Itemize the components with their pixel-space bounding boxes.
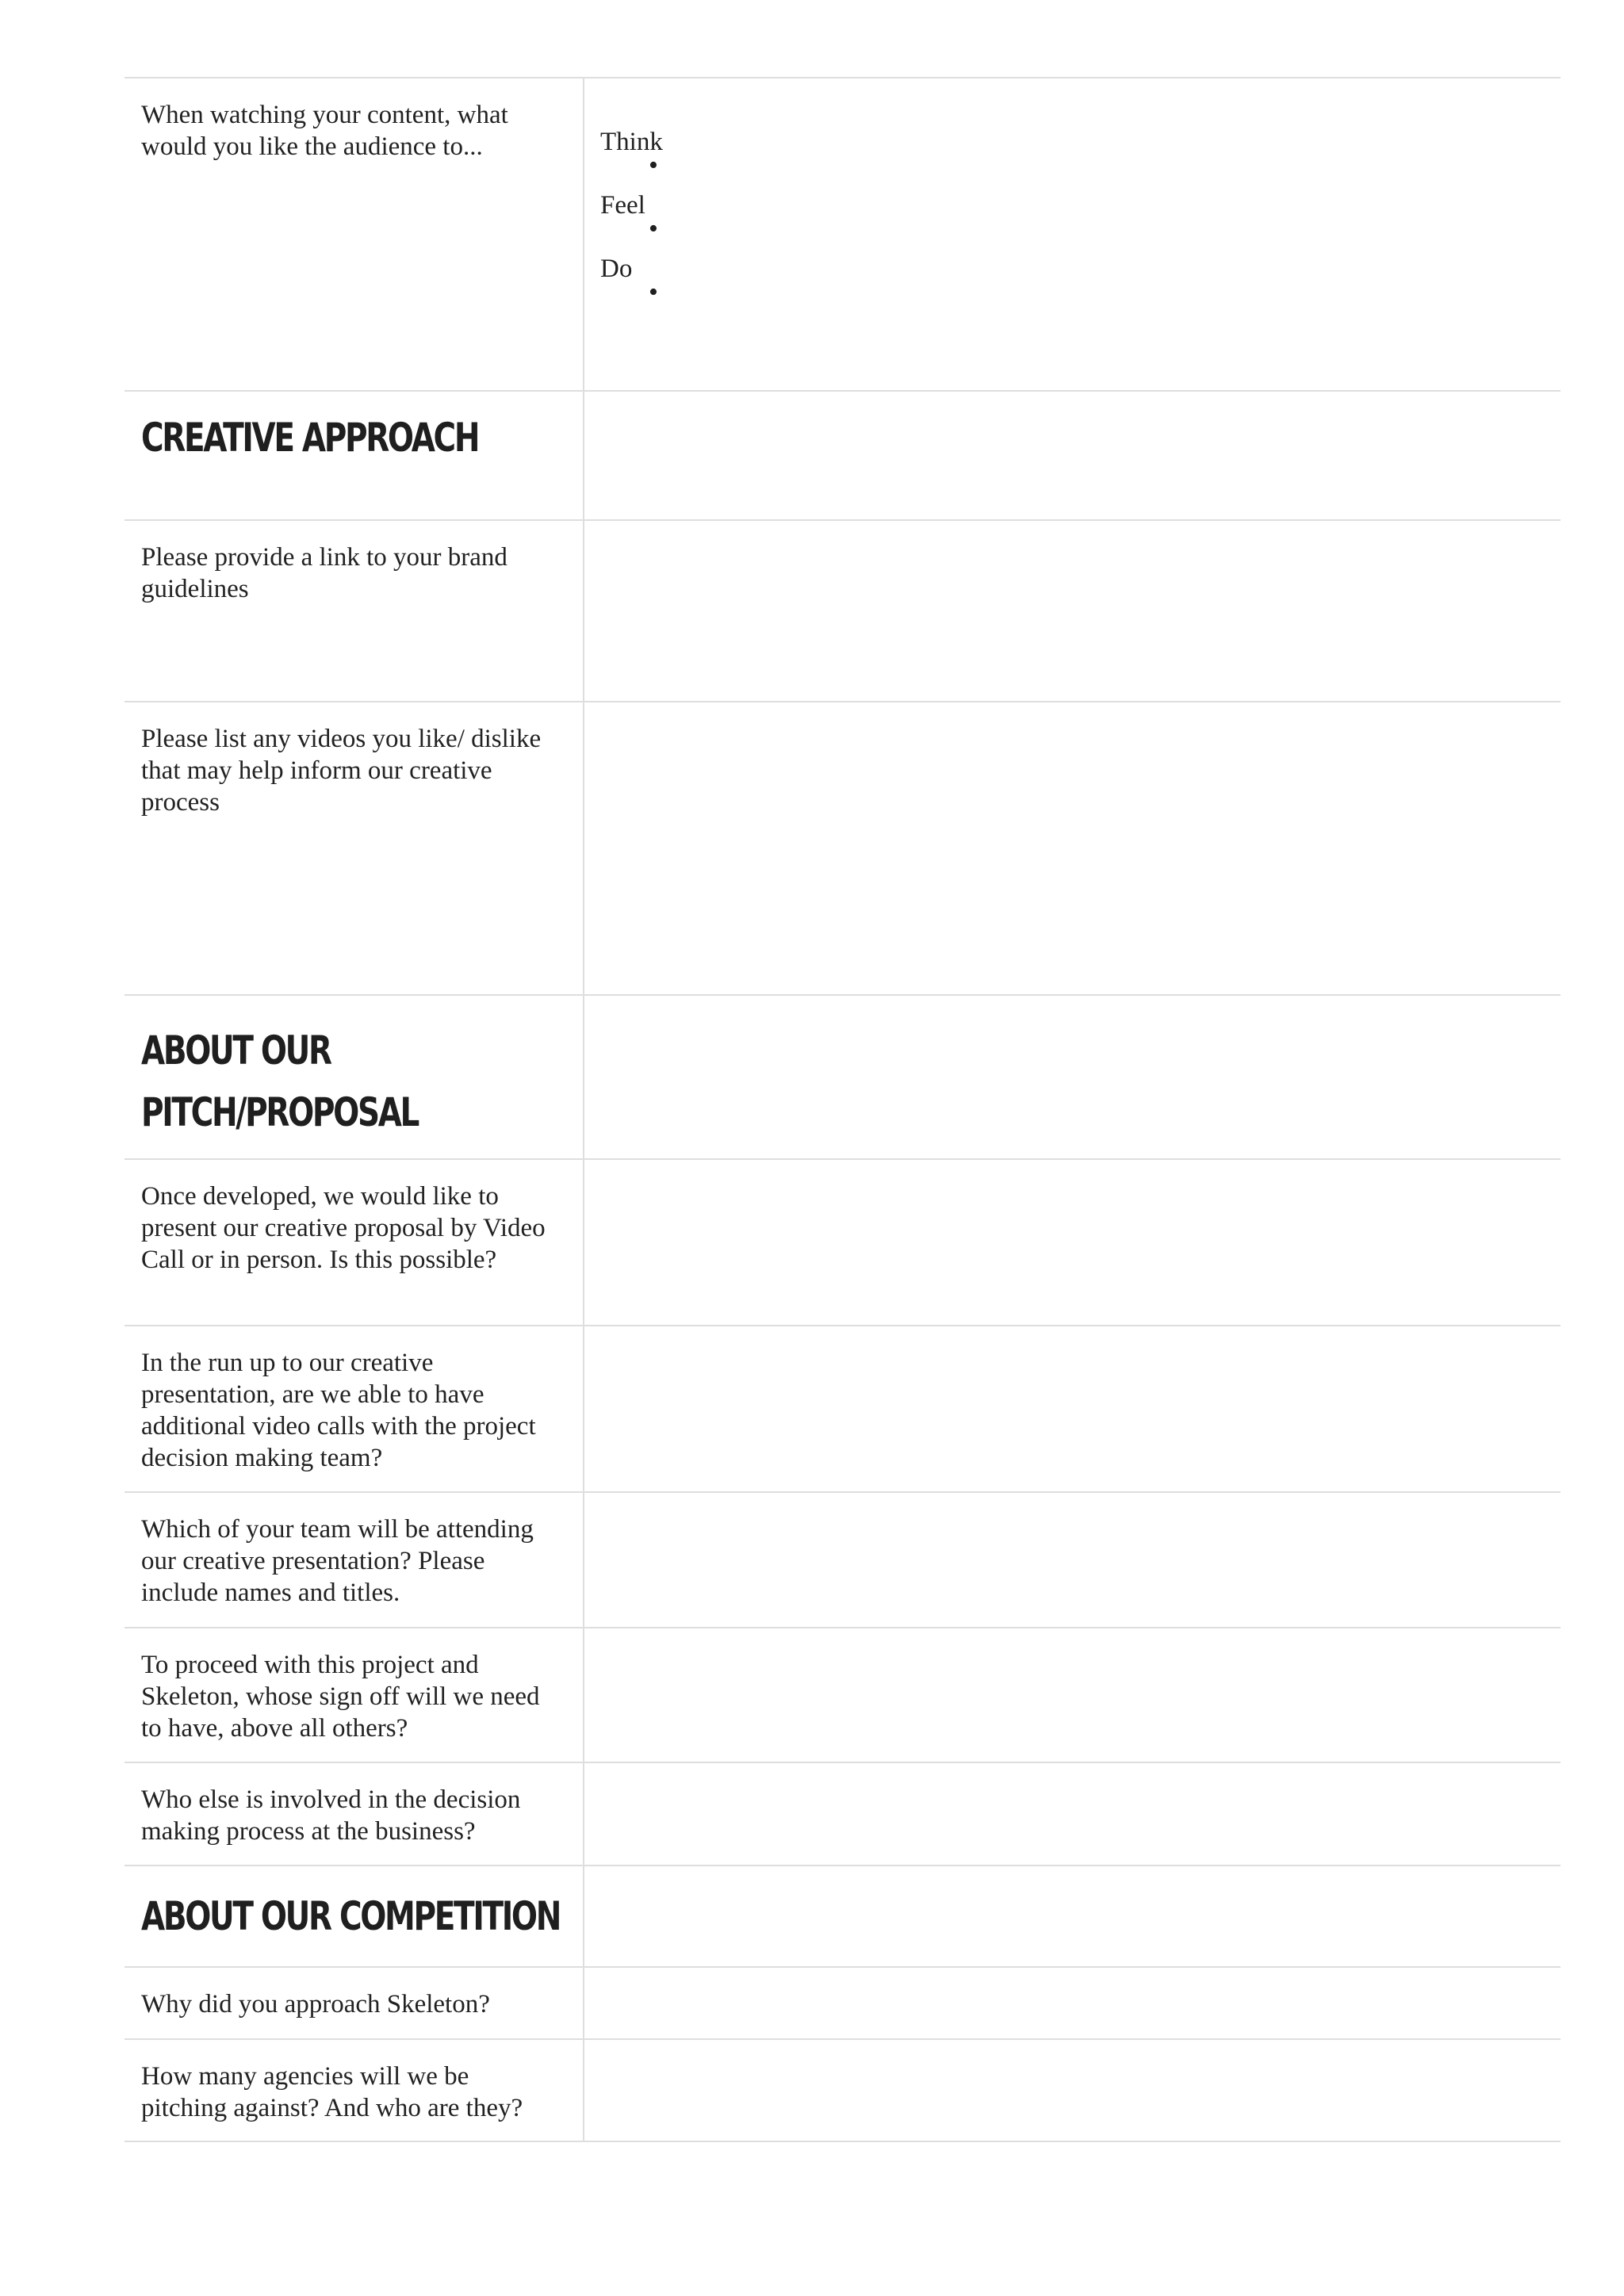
sign-off-question-cell <box>124 1628 584 1762</box>
do-bullet[interactable]: • <box>649 277 658 307</box>
creative-approach-heading: CREATIVE APPROACH <box>141 415 479 461</box>
do-label: Do <box>600 254 633 283</box>
competition-heading-blank <box>584 1866 1561 1967</box>
agencies-answer[interactable] <box>584 2039 1561 2141</box>
videos-question-cell <box>124 702 584 995</box>
attendees-row <box>124 1492 1561 1628</box>
present-proposal-row <box>124 1159 1561 1326</box>
videos-row <box>124 702 1561 995</box>
present-proposal-question: Once developed, we would like to present our creative proposal by Video Call or in person. Is this possible? <box>141 1182 546 1274</box>
competition-heading: ABOUT OUR COMPETITION <box>141 1893 561 1939</box>
video-calls-question: In the run up to our creative presentation, are we able to have additional video calls with the project decision making team? <box>141 1349 536 1472</box>
agencies-question: How many agencies will we be pitching against? And who are they? <box>141 2062 523 2122</box>
attendees-answer[interactable] <box>584 1492 1561 1628</box>
feel-label: Feel <box>600 191 645 220</box>
audience-question: When watching your content, what would you like the audience to... <box>141 101 508 161</box>
agencies-question-cell <box>124 2039 584 2141</box>
video-calls-question-cell <box>124 1326 584 1492</box>
pitch-heading-cell <box>124 995 584 1159</box>
pitch-heading-line2: PITCH/PROPOSAL <box>141 1089 419 1135</box>
brand-guidelines-question-cell <box>124 520 584 702</box>
attendees-question: Which of your team will be attending our creative presentation? Please include names and titles. <box>141 1515 534 1607</box>
sign-off-question: To proceed with this project and Skeleton, whose sign off will we need to have, above all others? <box>141 1651 540 1743</box>
pitch-heading-line1: ABOUT OUR <box>141 1027 331 1073</box>
sign-off-answer[interactable] <box>584 1628 1561 1762</box>
audience-question-cell <box>124 78 584 391</box>
think-bullet[interactable]: • <box>649 151 658 180</box>
creative-approach-heading-cell <box>124 391 584 520</box>
present-proposal-answer[interactable] <box>584 1159 1561 1326</box>
think-feel-do-list <box>600 78 1545 316</box>
agencies-row <box>124 2039 1561 2141</box>
video-calls-answer[interactable] <box>584 1326 1561 1492</box>
present-proposal-question-cell <box>124 1159 584 1326</box>
audience-row <box>124 78 1561 391</box>
videos-question: Please list any videos you like/ dislike that may help inform our creative process <box>141 725 542 817</box>
creative-approach-heading-row <box>124 391 1561 520</box>
audience-answer-cell[interactable] <box>584 78 1561 391</box>
approach-skeleton-answer[interactable] <box>584 1967 1561 2039</box>
approach-skeleton-question: Why did you approach Skeleton? <box>141 1990 490 2019</box>
videos-answer[interactable] <box>584 702 1561 995</box>
sign-off-row <box>124 1628 1561 1762</box>
pitch-heading-row <box>124 995 1561 1159</box>
decision-makers-question-cell <box>124 1762 584 1866</box>
think-label: Think <box>600 128 663 156</box>
competition-heading-cell <box>124 1866 584 1967</box>
competition-heading-row <box>124 1866 1561 1967</box>
approach-skeleton-row <box>124 1967 1561 2039</box>
creative-approach-heading-blank <box>584 391 1561 520</box>
decision-makers-question: Who else is involved in the decision making process at the business? <box>141 1785 521 1846</box>
brand-guidelines-question: Please provide a link to your brand guidelines <box>141 543 508 603</box>
decision-makers-answer[interactable] <box>584 1762 1561 1866</box>
decision-makers-row <box>124 1762 1561 1866</box>
brief-form-table <box>124 77 1561 2142</box>
brand-guidelines-answer[interactable] <box>584 520 1561 702</box>
brand-guidelines-row <box>124 520 1561 702</box>
pitch-heading-blank <box>584 995 1561 1159</box>
video-calls-row <box>124 1326 1561 1492</box>
approach-skeleton-question-cell <box>124 1967 584 2039</box>
attendees-question-cell <box>124 1492 584 1628</box>
feel-bullet[interactable]: • <box>649 214 658 243</box>
